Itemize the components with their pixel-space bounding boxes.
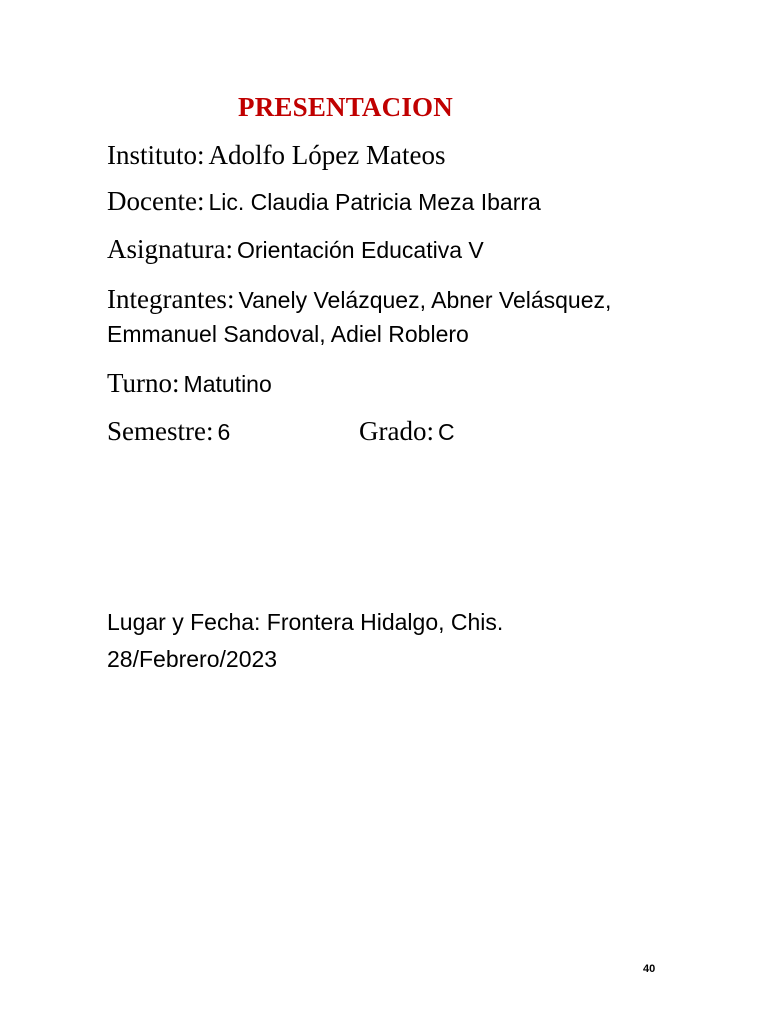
integrantes-value-line1: Vanely Velázquez, Abner Velásquez,: [238, 287, 612, 313]
page-number: 40: [643, 963, 656, 975]
instituto-label: Instituto:: [107, 140, 205, 170]
grado-line: [359, 418, 455, 445]
integrantes-label: Integrantes:: [107, 284, 235, 314]
docente-label: Docente:: [107, 186, 205, 216]
instituto-value: Adolfo López Mateos: [208, 140, 446, 170]
semestre-line: [107, 418, 230, 445]
instituto-line: [107, 142, 445, 169]
docente-value: Lic. Claudia Patricia Meza Ibarra: [208, 189, 541, 215]
turno-label: Turno:: [107, 368, 180, 398]
asignatura-label: Asignatura:: [107, 234, 233, 264]
integrantes-value-line2: Emmanuel Sandoval, Adiel Roblero: [107, 321, 469, 347]
semestre-value: 6: [217, 419, 231, 445]
turno-value: Matutino: [183, 371, 272, 397]
semestre-label: Semestre:: [107, 416, 214, 446]
page-title: PRESENTACION: [238, 92, 453, 122]
asignatura-value: Orientación Educativa V: [236, 237, 484, 263]
lugar-fecha-line2: 28/Febrero/2023: [107, 646, 278, 672]
turno-line: [107, 370, 272, 397]
integrantes-line: [107, 286, 611, 313]
grado-value: C: [437, 419, 455, 445]
asignatura-line: [107, 236, 484, 263]
docente-line: [107, 188, 541, 215]
grado-label: Grado:: [359, 416, 434, 446]
lugar-fecha-line1: Lugar y Fecha: Frontera Hidalgo, Chis.: [107, 609, 504, 635]
